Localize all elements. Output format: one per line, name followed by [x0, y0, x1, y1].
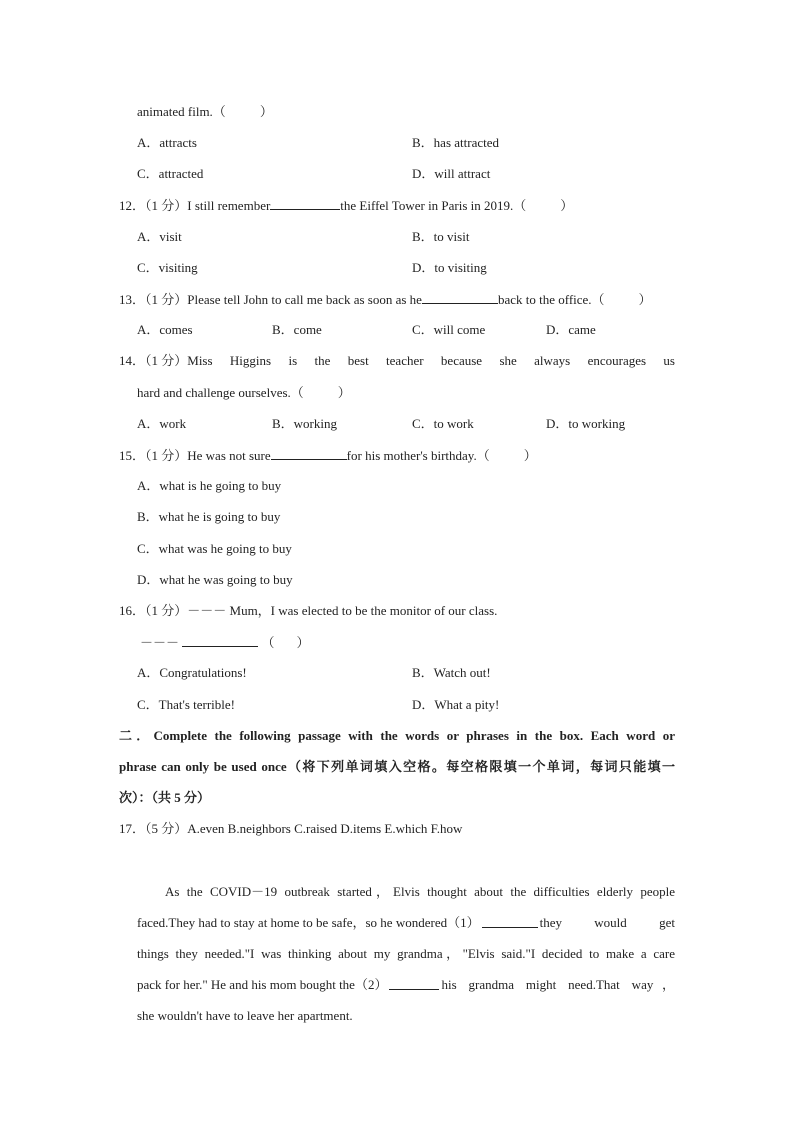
paren-close: ）: [638, 292, 652, 307]
option-label: C．: [137, 260, 159, 275]
q17-word-bank: 17．（5 分）A.even B.neighbors C.raised D.items E.which F.how: [119, 821, 463, 836]
option-text: to work: [433, 416, 474, 431]
option-text: work: [159, 416, 187, 431]
stem-text: back to the office.（: [497, 292, 605, 307]
option-text: will come: [433, 322, 486, 337]
passage-text: pack for her." He and his mom bought the（2）: [137, 977, 388, 992]
q13-option-b[interactable]: [272, 322, 322, 338]
option-label: D．: [412, 697, 435, 712]
q16-stem-line2: [140, 634, 310, 651]
option-label: C．: [137, 697, 159, 712]
question-number: 13．（1 分）: [119, 292, 188, 307]
stem-text: －－－ Mum，I was elected to be the monitor of our class.: [187, 603, 498, 618]
q11-option-d[interactable]: [412, 166, 490, 182]
option-label: B．: [272, 416, 294, 431]
option-text: came: [568, 322, 596, 337]
q14-option-d[interactable]: [546, 416, 625, 432]
option-text: That's terrible!: [158, 697, 236, 712]
option-label: A．: [137, 322, 160, 337]
paren-open: （: [261, 635, 275, 650]
question-number: 16．（1 分）: [119, 603, 188, 618]
option-text: Congratulations!: [159, 665, 247, 680]
paren-close: ）: [560, 198, 574, 213]
option-label: B．: [412, 229, 434, 244]
q12-stem: [119, 197, 573, 214]
option-label: D．: [412, 260, 435, 275]
question-number: 12．（1 分）: [119, 198, 188, 213]
option-text: comes: [159, 322, 193, 337]
option-label: A．: [137, 478, 160, 493]
paren-close: ）: [523, 448, 537, 463]
option-label: A．: [137, 135, 160, 150]
section-2-heading-line1: 二．Complete the following passage with the words or phrases in the box. Each word or: [119, 728, 675, 743]
option-label: B．: [412, 665, 434, 680]
passage-line-2: [137, 915, 675, 931]
option-text: come: [293, 322, 322, 337]
q15-stem: [119, 447, 537, 464]
option-text: will attract: [434, 166, 491, 181]
q16-option-b[interactable]: [412, 665, 491, 681]
passage-text: his grandma might need.That way，: [441, 977, 675, 992]
option-text: working: [293, 416, 338, 431]
q13-option-d[interactable]: [546, 322, 596, 338]
option-text: visiting: [158, 260, 198, 275]
option-label: D．: [137, 572, 160, 587]
q14-option-c[interactable]: [412, 416, 474, 432]
stem-text: the Eiffel Tower in Paris in 2019.（: [340, 198, 527, 213]
option-label: D．: [546, 322, 569, 337]
option-text: what was he going to buy: [158, 541, 292, 556]
option-text: what is he going to buy: [159, 478, 282, 493]
passage-line-4: [137, 977, 675, 993]
option-label: A．: [137, 229, 160, 244]
q13-option-a[interactable]: [137, 322, 193, 338]
passage-line-1: As the COVID－19 outbreak started，Elvis thought about the difficulties elderly people: [165, 884, 675, 899]
q11-stem-text: animated film.（: [137, 104, 226, 119]
section-2-heading-line2: phrase can only be used once（将下列单词填入空格。每空格限填一个单词，每词只能填一: [119, 759, 675, 774]
option-text: What a pity!: [434, 697, 500, 712]
stem-text: for his mother's birthday.（: [346, 448, 490, 463]
q16-stem-line1: [119, 603, 497, 619]
stem-text: hard and challenge ourselves.（: [137, 385, 304, 400]
q12-option-c[interactable]: [137, 260, 198, 276]
q13-option-c[interactable]: [412, 322, 485, 338]
option-label: C．: [412, 322, 434, 337]
answer-blank[interactable]: [270, 197, 340, 210]
q11-stem-tail: [137, 104, 273, 120]
passage-text: faced.They had to stay at home to be safe，so he wondered（1）: [137, 915, 480, 930]
paren-close: ）: [259, 104, 273, 119]
answer-blank[interactable]: [182, 634, 258, 647]
option-text: attracts: [159, 135, 197, 150]
option-label: A．: [137, 665, 160, 680]
q14-option-a[interactable]: [137, 416, 186, 432]
q12-option-b[interactable]: [412, 229, 469, 245]
q16-option-d[interactable]: [412, 697, 499, 713]
answer-blank-1[interactable]: [482, 915, 538, 928]
q15-option-d[interactable]: [137, 572, 293, 588]
option-text: has attracted: [433, 135, 499, 150]
stem-text: He was not sure: [187, 448, 271, 463]
passage-text: they would get: [539, 915, 675, 930]
option-text: to visit: [433, 229, 470, 244]
q12-option-a[interactable]: [137, 229, 182, 245]
paren-close: ）: [296, 635, 310, 650]
passage-line-3: things they needed."I was thinking about my grandma，"Elvis said."I decided to make a care: [137, 946, 675, 961]
option-label: D．: [546, 416, 569, 431]
stem-text: Please tell John to call me back as soon as he: [187, 292, 422, 307]
option-text: what he is going to buy: [158, 509, 281, 524]
q14-stem-line2: [137, 385, 351, 401]
option-label: B．: [412, 135, 434, 150]
option-text: attracted: [158, 166, 204, 181]
q11-option-c[interactable]: [137, 166, 203, 182]
section-2-heading-line3: 次）：（共 5 分）: [119, 790, 211, 805]
option-label: C．: [137, 541, 159, 556]
paren-close: ）: [337, 385, 351, 400]
option-label: B．: [272, 322, 294, 337]
q13-stem: [119, 291, 652, 308]
dialogue-dash: －－－: [140, 635, 180, 650]
q11-option-b[interactable]: [412, 135, 499, 151]
option-label: B．: [137, 509, 159, 524]
stem-text: I still remember: [187, 198, 271, 213]
option-label: C．: [412, 416, 434, 431]
answer-blank[interactable]: [422, 291, 498, 304]
q15-option-b[interactable]: [137, 509, 280, 525]
option-text: what he was going to buy: [159, 572, 293, 587]
option-label: D．: [412, 166, 435, 181]
passage-line-5: she wouldn't have to leave her apartment.: [137, 1008, 353, 1023]
q15-option-c[interactable]: [137, 541, 292, 557]
question-number: 14．（1 分）: [119, 353, 188, 368]
option-text: visit: [159, 229, 182, 244]
q11-option-a[interactable]: [137, 135, 197, 151]
q12-option-d[interactable]: [412, 260, 487, 276]
option-text: to visiting: [434, 260, 487, 275]
option-label: C．: [137, 166, 159, 181]
q14-stem-line1: [119, 353, 675, 369]
stem-text: Miss Higgins is the best teacher because she always encourages us: [187, 353, 675, 368]
option-text: Watch out!: [433, 665, 491, 680]
option-text: to working: [568, 416, 626, 431]
q15-option-a[interactable]: [137, 478, 281, 494]
q16-option-a[interactable]: [137, 665, 247, 681]
q16-option-c[interactable]: [137, 697, 235, 713]
option-label: A．: [137, 416, 160, 431]
q14-option-b[interactable]: [272, 416, 337, 432]
question-number: 15．（1 分）: [119, 448, 188, 463]
answer-blank[interactable]: [271, 447, 347, 460]
answer-blank-2[interactable]: [389, 977, 439, 990]
